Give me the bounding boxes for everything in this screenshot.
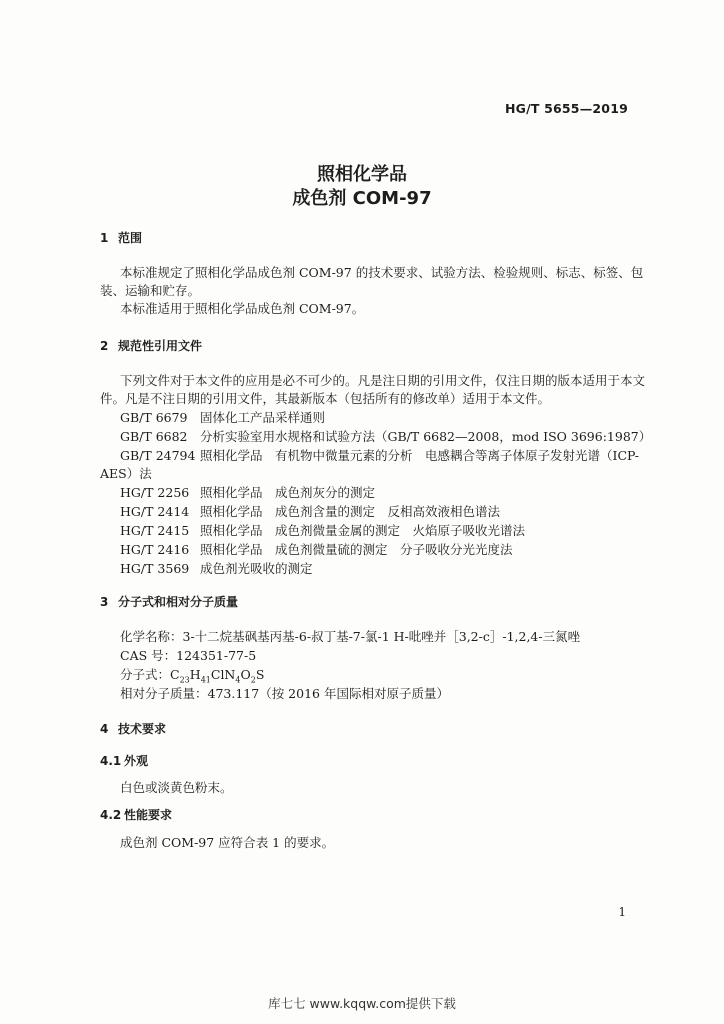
formula-subscript: 2 [250, 675, 256, 685]
reference-title: AES）法 [100, 466, 152, 481]
reference-title: 照相化学品 成色剂灰分的测定 [200, 485, 376, 500]
reference-item [120, 521, 525, 539]
section-2-heading [100, 337, 202, 354]
molecular-formula [120, 665, 264, 685]
subsection-number: 4.1 [100, 754, 122, 768]
scope-paragraph-line2: 装、运输和贮存。 [100, 283, 201, 298]
section-title: 分子式和相对分子质量 [118, 595, 239, 609]
appearance-requirement: 白色或淡黄色粉末。 [120, 780, 233, 795]
reference-code: HG/T 2415 [120, 523, 190, 538]
section-number: 3 [100, 595, 109, 609]
reference-title: 分析实验室用水规格和试验方法（GB/T 6682—2008，mod ISO 3696:1987） [200, 429, 652, 444]
subsection-title: 外观 [124, 754, 149, 768]
reference-title: 照相化学品 有机物中微量元素的分析 电感耦合等离子体原子发射光谱（ICP- [200, 448, 639, 463]
subsection-4-2-heading [100, 806, 172, 823]
reference-code: GB/T 6682 [120, 429, 188, 444]
formula-subscript: 4 [235, 675, 241, 685]
reference-item [120, 502, 500, 520]
subsection-4-1-heading [100, 752, 148, 769]
reference-code: HG/T 2414 [120, 504, 190, 519]
section-1-heading [100, 229, 142, 246]
section-number: 2 [100, 339, 109, 353]
formula-element: C [170, 667, 180, 682]
scope-applicability: 本标准适用于照相化学品成色剂 COM-97。 [120, 301, 365, 316]
formula-subscript: 41 [200, 675, 211, 685]
watermark: 库七七 www.kqqw.com提供下载 [268, 996, 456, 1011]
section-title: 范围 [118, 231, 143, 245]
reference-continuation [100, 464, 152, 482]
document-title-line2: 成色剂 COM-97 [292, 188, 432, 209]
cas-number: CAS 号：124351-77-5 [120, 648, 257, 663]
reference-code: GB/T 6679 [120, 410, 188, 425]
reference-title: 照相化学品 成色剂微量硫的测定 分子吸收分光光度法 [200, 542, 513, 557]
reference-item [120, 483, 375, 501]
reference-title: 固体化工产品采样通则 [200, 410, 326, 425]
scope-paragraph-line1: 本标准规定了照相化学品成色剂 COM-97 的技术要求、试验方法、检验规则、标志、标签、包 [120, 265, 644, 280]
molecular-weight: 相对分子质量：473.117（按 2016 年国际相对原子质量） [120, 686, 449, 701]
section-3-heading [100, 593, 238, 610]
section-4-heading [100, 720, 166, 737]
references-intro-line2: 件。凡是不注日期的引用文件，其最新版本（包括所有的修改单）适用于本文件。 [100, 391, 551, 406]
reference-item [120, 427, 651, 445]
formula-element: O [240, 667, 251, 682]
reference-item [120, 446, 639, 464]
subsection-number: 4.2 [100, 808, 122, 822]
document-title-line1: 照相化学品 [317, 164, 407, 185]
reference-item [120, 540, 513, 558]
section-title: 技术要求 [118, 722, 167, 736]
formula-element: H [189, 667, 201, 682]
formula-label: 分子式： [120, 667, 171, 682]
reference-code: HG/T 2416 [120, 542, 190, 557]
section-title: 规范性引用文件 [118, 339, 203, 353]
reference-item [120, 559, 313, 577]
reference-title: 成色剂光吸收的测定 [200, 561, 313, 576]
reference-code: HG/T 2256 [120, 485, 190, 500]
reference-title: 照相化学品 成色剂微量金属的测定 火焰原子吸收光谱法 [200, 523, 526, 538]
reference-title: 照相化学品 成色剂含量的测定 反相高效液相色谱法 [200, 504, 501, 519]
formula-subscript: 23 [179, 675, 190, 685]
reference-code: HG/T 3569 [120, 561, 190, 576]
reference-item [120, 408, 325, 426]
reference-code: GB/T 24794 [120, 448, 196, 463]
section-number: 4 [100, 722, 109, 736]
standard-code: HG/T 5655—2019 [504, 101, 628, 116]
chemical-name: 化学名称：3-十二烷基砜基丙基-6-叔丁基-7-氯-1 H-吡唑并［3,2-c］-1,2,4-三氮唑 [120, 629, 581, 644]
references-intro-line1: 下列文件对于本文件的应用是必不可少的。凡是注日期的引用文件，仅注日期的版本适用于本文 [120, 373, 646, 388]
formula-element: S [255, 667, 265, 682]
performance-requirement: 成色剂 COM-97 应符合表 1 的要求。 [120, 835, 335, 850]
section-number: 1 [100, 231, 109, 245]
formula-element: ClN [210, 667, 236, 682]
page-number: 1 [618, 905, 626, 919]
subsection-title: 性能要求 [124, 808, 173, 822]
